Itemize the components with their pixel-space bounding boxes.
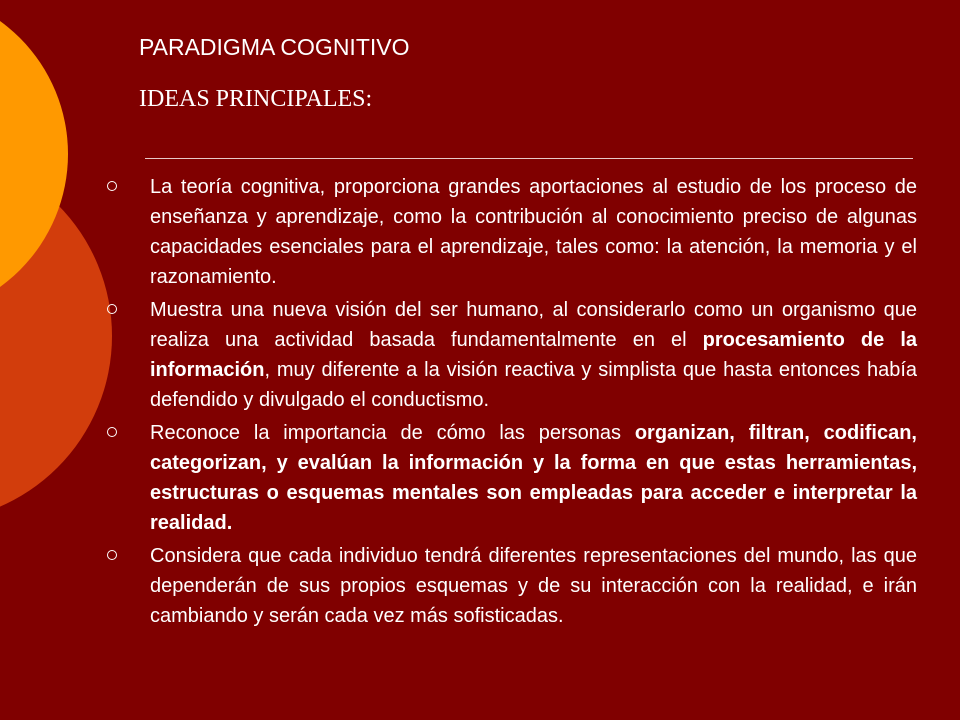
slide-title: PARADIGMA COGNITIVO xyxy=(139,34,410,60)
hollow-circle-bullet-icon xyxy=(107,181,117,191)
bullet-text-segment: , muy diferente a la visión reactiva y simplista que hasta entonces había defendido y divulgado el conductismo. xyxy=(150,359,917,411)
title-divider xyxy=(145,158,913,159)
bullet-text-segment: Muestra una nueva visión del ser humano, al considerarlo como un organismo que realiza una actividad basada fundamentalmente en el xyxy=(150,299,917,351)
bullet-text xyxy=(150,422,917,534)
bullet-text xyxy=(150,545,917,627)
bullet-text-bold-segment: procesamiento de la información xyxy=(150,329,917,381)
hollow-circle-bullet-icon xyxy=(107,550,117,560)
bullet-item xyxy=(107,541,917,631)
hollow-circle-bullet-icon xyxy=(107,427,117,437)
bullet-text xyxy=(150,176,917,288)
hollow-circle-bullet-icon xyxy=(107,304,117,314)
bullet-text-segment: Reconoce la importancia de cómo las personas xyxy=(150,422,635,444)
bullet-item xyxy=(107,172,917,292)
bullet-text-bold-segment: organizan, filtran, codifican, categorizan, y evalúan la información y la forma en que estas herramientas, estructuras o esquemas mentales son empleadas para acceder e interpretar la realidad. xyxy=(150,422,917,534)
bullet-item xyxy=(107,295,917,415)
slide-subtitle: IDEAS PRINCIPALES: xyxy=(139,86,373,112)
bullet-text xyxy=(150,299,917,411)
bullet-item xyxy=(107,418,917,538)
bullet-text-segment: Considera que cada individuo tendrá diferentes representaciones del mundo, las que dependerán de sus propios esquemas y de su interacción con la realidad, e irán cambiando y serán cada vez más sofisticadas. xyxy=(150,545,917,627)
bullet-list xyxy=(107,172,917,634)
bullet-text-segment: La teoría cognitiva, proporciona grandes aportaciones al estudio de los proceso de enseñanza y aprendizaje, como la contribución al conocimiento preciso de algunas capacidades esenciales para el aprendizaje, tales como: la atención, la memoria y el razonamiento. xyxy=(150,176,917,288)
